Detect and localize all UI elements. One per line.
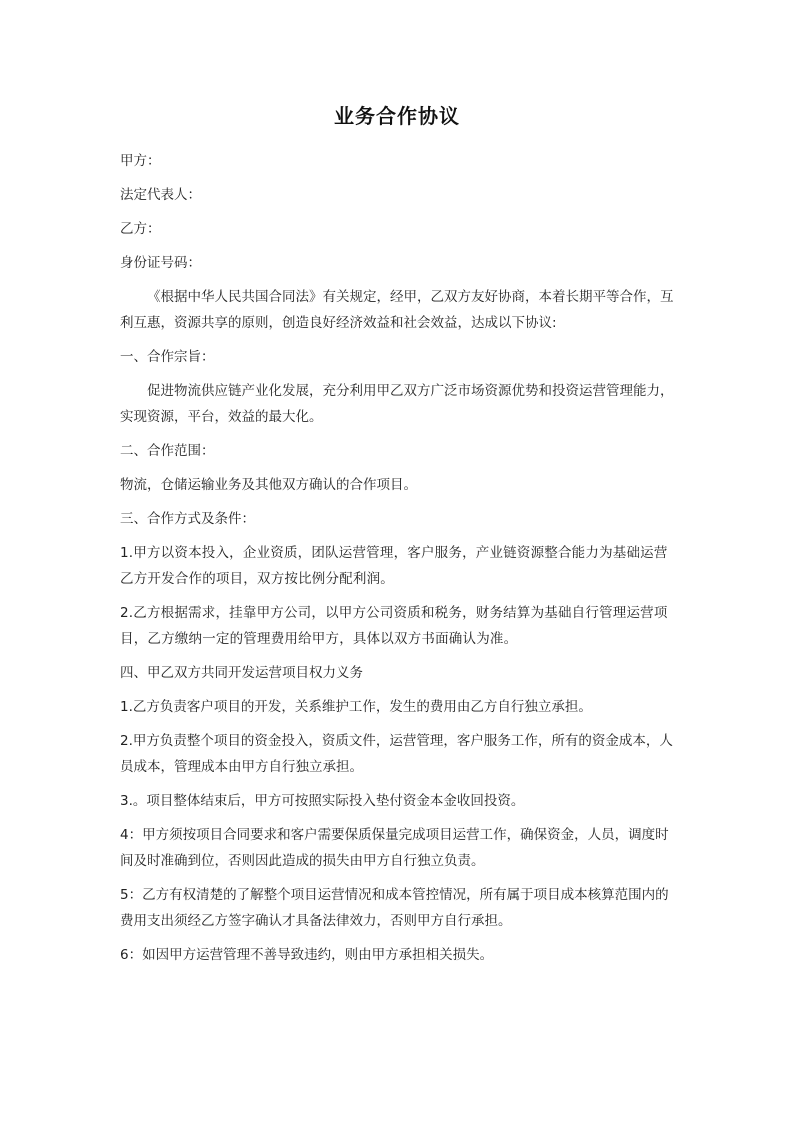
document-body bbox=[120, 148, 676, 976]
section-4-item: 3.。项目整体结束后，甲方可按照实际投入垫付资金本金收回投资。 bbox=[120, 793, 525, 809]
section-2-body: 物流，仓储运输业务及其他双方确认的合作项目。 bbox=[120, 477, 417, 493]
section-1-heading: 一、合作宗旨： bbox=[120, 349, 215, 365]
party-a-line: 甲方： bbox=[120, 153, 161, 169]
section-3-item: 1.甲方以资本投入，企业资质，团队运营管理，客户服务，产业链资源整合能力为基础运营乙方开发合作的项目，双方按比例分配利润。 bbox=[120, 545, 668, 587]
legal-rep-line: 法定代表人： bbox=[120, 187, 201, 203]
document-title: 业务合作协议 bbox=[334, 104, 460, 128]
section-3-heading: 三、合作方式及条件： bbox=[120, 511, 255, 527]
id-number-line: 身份证号码： bbox=[120, 255, 201, 271]
section-4-item: 4：甲方须按项目合同要求和客户需要保质保量完成项目运营工作，确保资金，人员，调度时间及时准确到位，否则因此造成的损失由甲方自行独立负责。 bbox=[120, 827, 669, 869]
section-4-item: 2.甲方负责整个项目的资金投入，资质文件，运营管理，客户服务工作，所有的资金成本，人员成本，管理成本由甲方自行独立承担。 bbox=[120, 733, 673, 775]
section-4-item: 6：如因甲方运营管理不善导致违约，则由甲方承担相关损失。 bbox=[120, 947, 494, 963]
section-4-heading: 四、甲乙双方共同开发运营项目权力义务 bbox=[120, 665, 363, 681]
section-4-item: 1.乙方负责客户项目的开发，关系维护工作，发生的费用由乙方自行独立承担。 bbox=[120, 699, 592, 715]
section-3-item: 2.乙方根据需求，挂靠甲方公司，以甲方公司资质和税务，财务结算为基础自行管理运营项目，乙方缴纳一定的管理费用给甲方，具体以双方书面确认为准。 bbox=[120, 605, 668, 647]
section-4-item: 5：乙方有权清楚的了解整个项目运营情况和成本管控情况，所有属于项目成本核算范围内的费用支出须经乙方签字确认才具备法律效力，否则甲方自行承担。 bbox=[120, 887, 669, 929]
preamble-paragraph: 《根据中华人民共国合同法》有关规定，经甲，乙双方友好协商，本着长期平等合作，互利互惠，资源共享的原则，创造良好经济效益和社会效益，达成以下协议: bbox=[120, 289, 674, 331]
section-1-body: 促进物流供应链产业化发展，充分利用甲乙双方广泛市场资源优势和投资运营管理能力，实现资源，平台，效益的最大化。 bbox=[120, 383, 674, 425]
party-b-line: 乙方： bbox=[120, 221, 161, 237]
section-2-heading: 二、合作范围： bbox=[120, 443, 215, 459]
